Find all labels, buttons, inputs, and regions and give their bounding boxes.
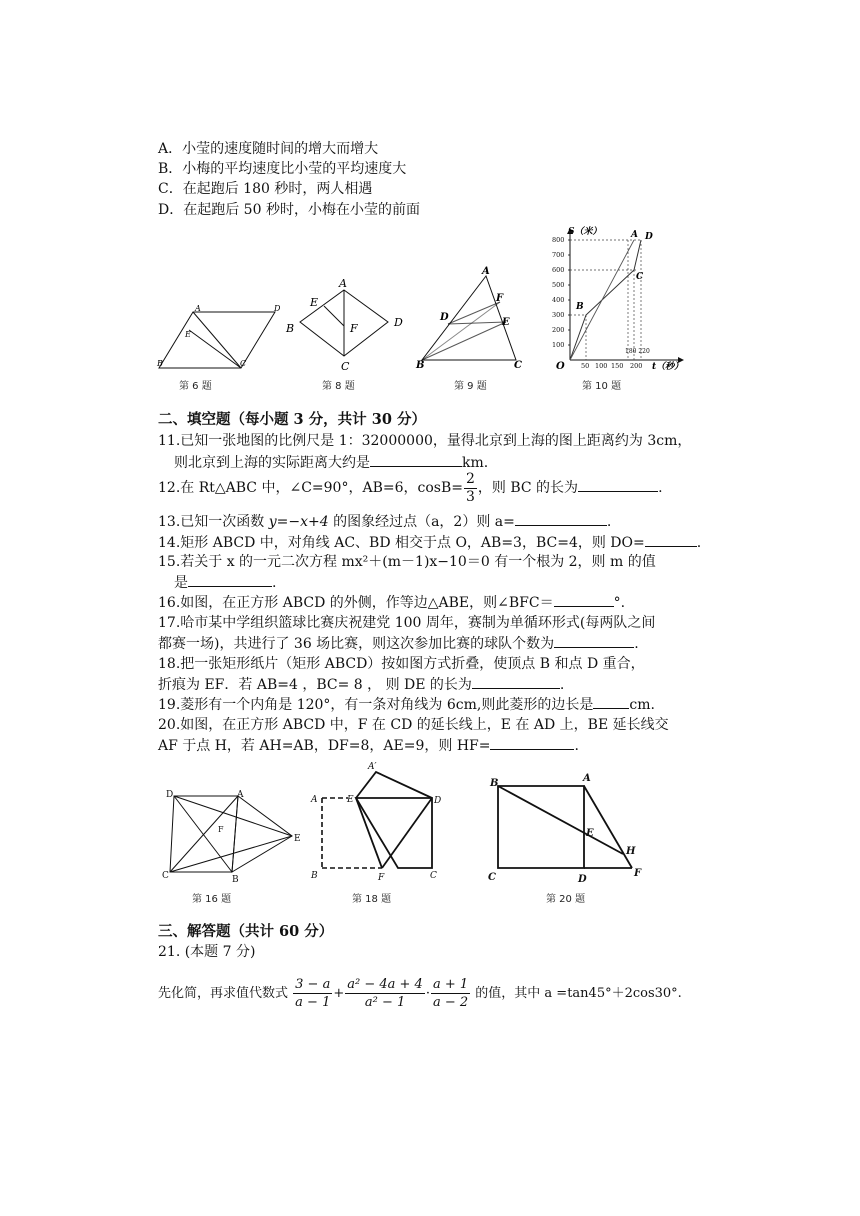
fig10-ylabel: S（米） [568, 227, 602, 237]
fig10-ytick-700: 700 [552, 251, 565, 259]
fig16-label-b: B [232, 875, 239, 885]
fig10-ytick-200: 200 [552, 326, 565, 334]
option-d: D．在起跑后 50 秒时，小梅在小莹的前面 [158, 202, 420, 218]
fig9-label-f: F [496, 293, 504, 304]
q15-answer-blank[interactable] [188, 572, 272, 587]
figure-20 [486, 768, 646, 886]
q12-line: 12.在 Rt△ABC 中，∠C=90°，AB=6，cosB= $\frac{2}{3}$ ，则 BC 的长为 . [158, 470, 663, 505]
q13-answer-blank[interactable] [515, 511, 607, 526]
q21-f3-denominator: a − 2 [432, 995, 469, 1010]
q18-line1: 18.把一张矩形纸片（矩形 ABCD）按如图方式折叠，使顶点 B 和点 D 重合， [158, 656, 645, 672]
q12-answer-blank[interactable] [578, 477, 658, 492]
fig9-label-d: D [440, 312, 449, 323]
fig18-label-c: C [430, 871, 437, 881]
section2-heading: 二、填空题（每小题 3 分，共计 30 分） [158, 411, 426, 428]
q15-line2: 是 . [174, 572, 276, 593]
fig20-label-e: E [586, 828, 594, 839]
fig10-ytick-100: 100 [552, 341, 565, 349]
fig8-label-f: F [350, 322, 358, 335]
caption-6: 第 6 题 [179, 381, 212, 392]
q12-fraction [464, 471, 477, 506]
fig9-label-a: A [482, 266, 490, 277]
q14-answer-blank[interactable] [645, 532, 697, 547]
fig8-label-b: B [286, 322, 295, 335]
q11-line1: 11.已知一张地图的比例尺是 1：32000000，量得北京到上海的图上距离约为 3cm， [158, 433, 692, 449]
fig9-label-e: E [502, 317, 510, 328]
fig10-ytick-500: 500 [552, 281, 565, 289]
q11-text: 则北京到上海的实际距离大约是 [174, 455, 370, 471]
fig10-ytick-400: 400 [552, 296, 565, 304]
q15-text-b: 是 [174, 575, 188, 591]
fig10-origin: O [556, 361, 565, 372]
option-b: B．小梅的平均速度比小莹的平均速度大 [158, 161, 407, 177]
q13-line: 13.已知一次函数 y=−x+4 的图象经过点（a，2）则 a= . [158, 511, 611, 532]
q21-title: 21. (本题 7 分) [158, 944, 256, 960]
fig8-label-d: D [394, 316, 403, 329]
fig10-xtick-50: 50 [581, 362, 590, 370]
fig10-ytick-300: 300 [552, 311, 565, 319]
q20-answer-blank[interactable] [490, 735, 574, 750]
fig10-point-c: C [636, 272, 644, 282]
fig8-label-e: E [310, 296, 319, 309]
q12-denominator: 3 [465, 488, 475, 505]
fig10-point-b: B [576, 302, 584, 312]
fig16-label-e: E [294, 834, 301, 844]
fig10-ytick-600: 600 [552, 266, 565, 274]
fig18-label-e: E [347, 795, 354, 805]
fig20-label-c: C [488, 872, 496, 883]
q16-answer-blank[interactable] [554, 592, 614, 607]
q18-line2: 折痕为 EF．若 AB=4 ，BC= 8 ， 则 DE 的长为 . [158, 674, 564, 695]
fig9-label-b: B [416, 360, 425, 371]
q21-f2-denominator: a² − 1 [364, 995, 406, 1010]
q14-text: 14.矩形 ABCD 中，对角线 AC、BD 相交于点 O，AB=3，BC=4，则 DO= [158, 535, 645, 551]
fig10-point-a: A [631, 230, 638, 240]
figure-8 [282, 272, 412, 376]
q20-line2: AF 于点 H，若 AH=AB，DF=8，AE=9，则 HF= . [158, 735, 579, 756]
figure-9 [410, 262, 530, 374]
q19-unit: cm. [629, 697, 655, 713]
q15-line1: 15.若关于 x 的一元二次方程 mx²＋(m－1)x−10＝0 有一个根为 2，则 m 的值 [158, 554, 656, 570]
section3-heading: 三、解答题（共计 60 分） [158, 923, 334, 940]
figure-16 [160, 786, 306, 886]
fig20-label-h: H [626, 846, 636, 857]
fig6-label-b: B [157, 359, 163, 368]
q19-text: 19.菱形有一个内角是 120°，有一条对角线为 6cm,则此菱形的边长是 [158, 697, 594, 713]
fig6-label-d: D [274, 304, 281, 313]
fig6-label-a: A [195, 304, 201, 313]
fig10-xlabel: t（秒） [652, 362, 684, 372]
fig18-label-a-prime: A′ [368, 762, 377, 772]
caption-16: 第 16 题 [192, 894, 232, 905]
q21-fraction-1 [293, 976, 332, 1011]
q11-unit: km. [462, 455, 489, 471]
q16-line [158, 592, 625, 613]
q12-text-a: 12.在 Rt△ABC 中，∠C=90°，AB=6，cosB= [158, 480, 463, 496]
fig18-label-d: D [434, 796, 442, 806]
fig8-label-a: A [339, 277, 347, 290]
fig9-label-c: C [514, 360, 522, 371]
fig18-label-b: B [311, 871, 318, 881]
fig6-label-e: E [185, 330, 191, 339]
q13-text-a: 13.已知一次函数 [158, 514, 269, 530]
fig16-label-f: F [218, 825, 224, 834]
q21-fraction-2 [345, 976, 425, 1011]
q20-line1: 20.如图，在正方形 ABCD 中，F 在 CD 的延长线上，E 在 AD 上，BE 延长线交 [158, 717, 669, 733]
q19-answer-blank[interactable] [593, 694, 629, 709]
fig10-xtick-200: 200 [630, 362, 643, 370]
fig8-label-c: C [341, 360, 350, 373]
q16-text: 16.如图，在正方形 ABCD 的外侧，作等边△ABE，则∠BFC＝ [158, 595, 554, 611]
q17-answer-blank[interactable] [554, 633, 634, 648]
q21-f1-denominator: a − 1 [295, 995, 331, 1010]
fig16-label-a: A [237, 790, 244, 800]
q18-answer-blank[interactable] [472, 674, 560, 689]
figure-6 [155, 300, 285, 375]
fig6-label-c: C [240, 359, 247, 368]
q21-expression: 先化简，再求值代数式 $\frac{3 - a}{a - 1}$ + $\frac{\text{a² − 4a + 4}}{\text{a² − 1}}$ · $\frac{a + 1}{a - 2}$ 的值，其中 a =tan45°＋2cos30°. [158, 977, 682, 1010]
q17-text-b: 都赛一场)，共进行了 36 场比赛，则这次参加比赛的球队个数为 [158, 636, 555, 652]
q14-line: 14.矩形 ABCD 中，对角线 AC、BD 相交于点 O，AB=3，BC=4，则 DO= . [158, 532, 701, 553]
caption-18: 第 18 题 [352, 894, 392, 905]
caption-9: 第 9 题 [454, 381, 487, 392]
fig10-xtick-100: 100 [595, 362, 608, 370]
fig10-xtick-180-220: 180 220 [625, 348, 650, 355]
q17-line2: 都赛一场)，共进行了 36 场比赛，则这次参加比赛的球队个数为 . [158, 633, 639, 654]
caption-8: 第 8 题 [322, 381, 355, 392]
fig20-label-f: F [634, 868, 642, 879]
q21-f2-numerator: a² − 4a + 4 [347, 977, 423, 992]
fig10-xtick-150: 150 [611, 362, 624, 370]
q13-function: y=−x+4 [268, 514, 329, 530]
option-c: C．在起跑后 180 秒时，两人相遇 [158, 181, 373, 197]
fig20-label-a: A [583, 773, 591, 784]
caption-20: 第 20 题 [546, 894, 586, 905]
q21-f3-numerator: a + 1 [432, 977, 469, 992]
q12-numerator: 2 [465, 470, 475, 487]
q21-fraction-3 [431, 976, 470, 1011]
q20-text-b: AF 于点 H，若 AH=AB，DF=8，AE=9，则 HF= [158, 738, 491, 754]
q11-answer-blank[interactable] [370, 452, 462, 467]
q13-text-b: 的图象经过点（a，2）则 a= [328, 514, 515, 530]
fig16-label-d: D [166, 790, 174, 800]
q19-line [158, 694, 655, 715]
q21-tail: 的值，其中 a =tan45°＋2cos30°. [475, 986, 682, 1001]
fig10-point-d: D [645, 232, 653, 242]
fig20-label-b: B [490, 778, 499, 789]
fig18-label-f: F [378, 873, 385, 883]
q17-line1: 17.哈市某中学组织篮球比赛庆祝建党 100 周年，赛制为单循环形式(每两队之间 [158, 615, 656, 631]
figure-10 [548, 222, 696, 374]
fig10-ytick-800: 800 [552, 236, 565, 244]
option-a: A．小莹的速度随时间的增大而增大 [158, 141, 379, 157]
q16-unit: °. [613, 595, 626, 611]
q21-text: 先化简，再求值代数式 [158, 986, 289, 1001]
fig18-label-a: A [311, 795, 318, 805]
q12-text-b: ，则 BC 的长为 [477, 480, 579, 496]
fig16-label-c: C [162, 871, 169, 881]
figure-18 [308, 760, 448, 886]
q18-text-b: 折痕为 EF．若 AB=4 ，BC= 8 ， 则 DE 的长为 [158, 677, 472, 693]
fig20-label-d: D [578, 874, 587, 885]
q21-f1-numerator: 3 − a [295, 977, 331, 992]
caption-10: 第 10 题 [582, 381, 622, 392]
